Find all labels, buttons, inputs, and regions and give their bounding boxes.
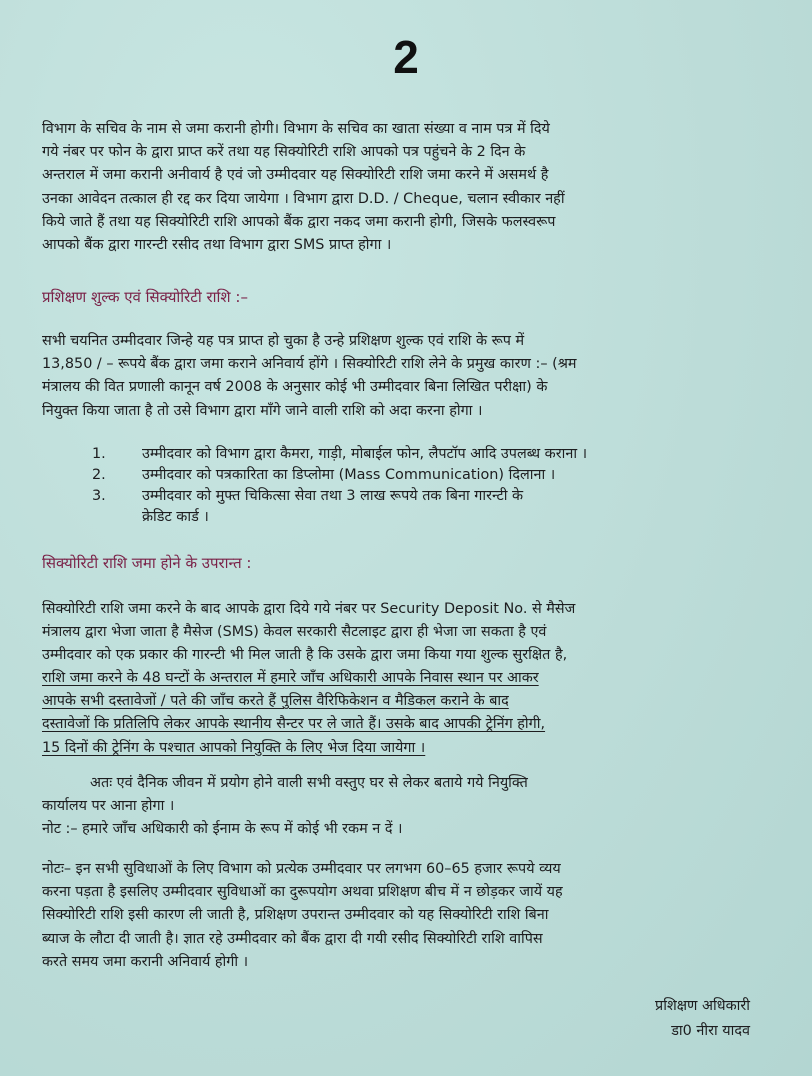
benefits-list bbox=[92, 444, 762, 528]
section-heading-after-deposit: सिक्योरिटी राशि जमा होने के उपरान्त : bbox=[42, 554, 252, 572]
text-line: आपके सभी दस्तावेजों / पते की जाँच करते हैं पुलिस वैरिफिकेशन व मैडिकल कराने के बाद bbox=[42, 693, 509, 710]
list-item bbox=[92, 465, 762, 486]
daily-use-paragraph bbox=[42, 772, 757, 842]
text-line: मंत्रालय द्वारा भेजा जाता है मैसेज (SMS) केवल सरकारी सैटलाइट द्वारा ही भेजा जा सकता है एवं bbox=[42, 624, 547, 641]
text-line: विभाग के सचिव के नाम से जमा करानी होगी। विभाग के सचिव का खाता संख्या व नाम पत्र में दिये bbox=[42, 121, 550, 137]
text-line: नोट :– हमारे जाँच अधिकारी को ईनाम के रूप में कोई भी रकम न दें । bbox=[42, 821, 403, 838]
list-item bbox=[92, 486, 762, 528]
text-line: गये नंबर पर फोन के द्वारा प्राप्त करें तथा यह सिक्योरिटी राशि आपको पत्र पहुंचने के 2 दिन के bbox=[42, 144, 526, 161]
text-line: नोटः– इन सभी सुविधाओं के लिए विभाग को प्रत्येक उम्मीदवार पर लगभग 60–65 हजार रूपये व्यय bbox=[42, 861, 561, 877]
text-line: ब्याज के लौटा दी जाती है। ज्ञात रहे उम्मीदवार को बैंक द्वारा दी गयी रसीद सिक्योरिटी राशि वापिस bbox=[42, 930, 543, 947]
list-item bbox=[92, 444, 762, 465]
signature-name: डा0 नीरा यादव bbox=[671, 1023, 750, 1039]
text-line: कार्यालय पर आना होगा । bbox=[42, 798, 175, 815]
text-line: मंत्रालय की वित प्रणाली कानून वर्ष 2008 के अनुसार कोई भी उम्मीदवार बिना लिखित परीक्षा) के bbox=[42, 379, 548, 396]
text-line: उनका आवेदन तत्काल ही रद्द कर दिया जायेगा । विभाग द्वारा D.D. / Cheque, चलान स्वीकार नहीं bbox=[42, 190, 565, 207]
text-line: सिक्योरिटी राशि इसी कारण ली जाती है, प्रशिक्षण उपरान्त उम्मीदवार को यह सिक्योरिटी राशि बिना bbox=[42, 907, 549, 924]
text-line: करते समय जमा करानी अनिवार्य होगी । bbox=[42, 953, 249, 970]
section-heading-training-fee: प्रशिक्षण शुल्क एवं सिक्योरिटी राशि :– bbox=[42, 288, 248, 306]
list-number: 3. bbox=[92, 488, 106, 504]
intro-paragraph bbox=[42, 118, 757, 257]
signature-block bbox=[655, 994, 750, 1044]
text-line: उम्मीदवार को एक प्रकार की गारन्टी भी मिल जाती है कि उसके द्वारा जमा किया गया शुल्क सुरक्षित है, bbox=[42, 647, 568, 664]
text-line: अन्तराल में जमा करानी अनीवार्य है एवं जो उम्मीदवार यह सिक्योरिटी राशि जमा करने में असमर्थ है bbox=[42, 167, 549, 184]
list-number: 1. bbox=[92, 446, 106, 462]
list-text: उम्मीदवार को मुफ्त चिकित्सा सेवा तथा 3 लाख रूपये तक बिना गारन्टी के bbox=[142, 488, 524, 504]
text-line: दस्तावेजों कि प्रतिलिपि लेकर आपके स्थानीय सैन्टर पर ले जाते हैं। उसके बाद आपकी ट्रेनिंग होगी, bbox=[42, 716, 546, 733]
list-text: उम्मीदवार को विभाग द्वारा कैमरा, गाड़ी, मोबाईल फोन, लैपटॉप आदि उपलब्ध कराना । bbox=[142, 446, 588, 462]
text-line: सिक्योरिटी राशि जमा करने के बाद आपके द्वारा दिये गये नंबर पर Security Deposit No. से मैसेज bbox=[42, 601, 576, 617]
page-number: 2 bbox=[393, 31, 419, 83]
text-line: 13,850 / – रूपये बैंक द्वारा जमा कराने अनिवार्य होंगे । सिक्योरिटी राशि लेने के प्रमुख कारण :– (श्रम bbox=[42, 356, 577, 373]
training-fee-paragraph bbox=[42, 330, 757, 423]
text-line: सभी चयनित उम्मीदवार जिन्हे यह पत्र प्राप्त हो चुका है उन्हे प्रशिक्षण शुल्क एवं राशि के रूप में bbox=[42, 333, 525, 349]
list-text: क्रेडिट कार्ड । bbox=[142, 509, 209, 525]
after-deposit-underlined-paragraph bbox=[42, 667, 757, 760]
text-line: करना पड़ता है इसलिए उम्मीदवार सुविधाओं का दुरूपयोग अथवा प्रशिक्षण बीच में न छोड़कर जायें यह bbox=[42, 884, 563, 901]
text-line: आपको बैंक द्वारा गारन्टी रसीद तथा विभाग द्वारा SMS प्राप्त होगा । bbox=[42, 237, 392, 254]
text-line: 15 दिनों की ट्रेनिंग के पश्चात आपको नियुक्ति के लिए भेज दिया जायेगा । bbox=[42, 739, 426, 756]
text-line: नियुक्त किया जाता है तो उसे विभाग द्वारा माँगे जाने वाली राशि को अदा करना होगा । bbox=[42, 402, 483, 419]
signature-designation: प्रशिक्षण अधिकारी bbox=[655, 998, 750, 1014]
text-line: किये जाते हैं तथा यह सिक्योरिटी राशि आपको बैंक द्वारा नकद जमा करानी होगी, जिसके फलस्वरूप bbox=[42, 213, 556, 230]
note-paragraph bbox=[42, 858, 757, 974]
after-deposit-paragraph bbox=[42, 598, 757, 668]
text-line: अतः एवं दैनिक जीवन में प्रयोग होने वाली सभी वस्तुए घर से लेकर बताये गये नियुक्ति bbox=[90, 775, 528, 791]
list-text: उम्मीदवार को पत्रकारिता का डिप्लोमा (Mass Communication) दिलाना । bbox=[142, 467, 556, 483]
list-number: 2. bbox=[92, 467, 106, 483]
text-line: राशि जमा करने के 48 घन्टों के अन्तराल में हमारे जाँच अधिकारी आपके निवास स्थान पर आकर bbox=[42, 670, 539, 686]
